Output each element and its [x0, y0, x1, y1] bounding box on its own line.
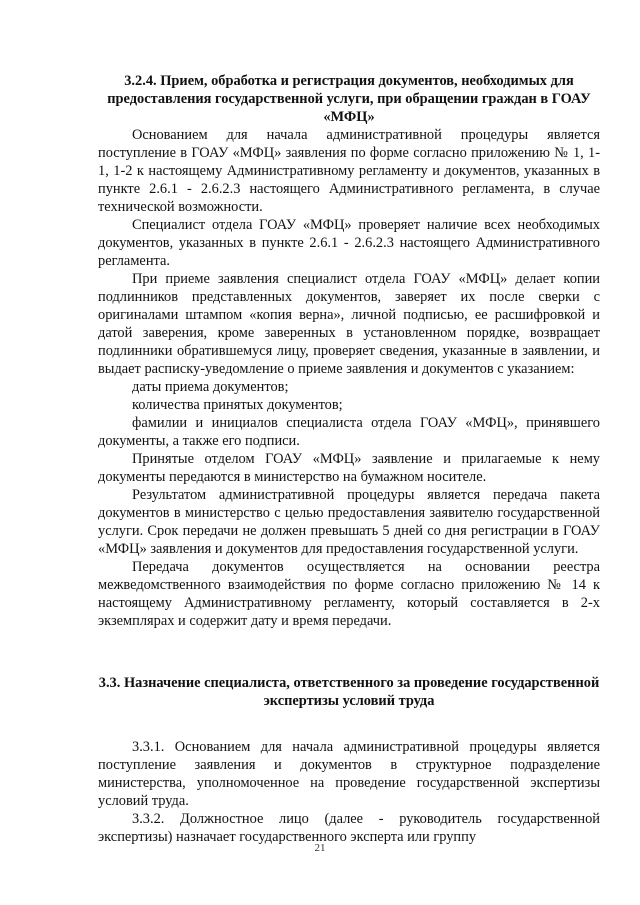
section-324-paragraph-3: При приеме заявления специалист отдела ГОАУ «МФЦ» делает копии подлинников представленных документов, заверяет их после сверки с оригиналами штампом «копия верна», личной подписью, ее расшифровкой и датой заверения, кроме заверенных в установленном порядке, возвращает подлинники обратившемуся лицу, проверяет сведения, указанные в заявлении, и выдает расписку-уведомление о приеме заявления и документов с указанием: — [98, 271, 600, 377]
list-item: количества принятых документов; — [132, 397, 343, 413]
section-324-heading: 3.2.4. Прием, обработка и регистрация документов, необходимых для предоставления государственной услуги, при обращении граждан в ГОАУ «МФЦ» — [107, 73, 591, 125]
page-content — [98, 72, 600, 846]
section-spacer — [98, 710, 600, 738]
section-324-paragraph-4: Принятые отделом ГОАУ «МФЦ» заявление и прилагаемые к нему документы передаются в министерство на бумажном носителе. — [98, 451, 600, 485]
section-spacer — [98, 630, 600, 674]
list-item: фамилии и инициалов специалиста отдела ГОАУ «МФЦ», принявшего документы, а также его подписи. — [98, 415, 600, 449]
section-324-paragraph-1: Основанием для начала административной процедуры является поступление в ГОАУ «МФЦ» заявления по форме согласно приложению № 1, 1-1, 1-2 к настоящему Административному регламенту и документов, указанных в пункте 2.6.1 - 2.6.2.3 настоящего Административного регламента, в случае технической возможности. — [98, 127, 600, 215]
page-number: 21 — [314, 842, 326, 854]
section-33-paragraph-1: 3.3.1. Основанием для начала административной процедуры является поступление заявления и документов в структурное подразделение министерства, уполномоченное на проведение государственной экспертизы условий труда. — [98, 739, 600, 809]
section-324-paragraph-5: Результатом административной процедуры является передача пакета документов в министерство с целью предоставления заявителю государственной услуги. Срок передачи не должен превышать 5 дней со дня регистрации в ГОАУ «МФЦ» заявления и документов для предоставления государственной услуги. — [98, 487, 600, 557]
section-324-paragraph-6: Передача документов осуществляется на основании реестра межведомственного взаимодействия по форме согласно приложению № 14 к настоящему Административному регламенту, который составляется в 2-х экземплярах и содержит дату и время передачи. — [98, 559, 600, 629]
section-324-paragraph-2: Специалист отдела ГОАУ «МФЦ» проверяет наличие всех необходимых документов, указанных в пункте 2.6.1 - 2.6.2.3 настоящего Административного регламента. — [98, 217, 600, 269]
list-item: даты приема документов; — [132, 379, 289, 395]
section-33-paragraph-2: 3.3.2. Должностное лицо (далее - руководитель государственной экспертизы) назначает государственного эксперта или группу — [98, 811, 600, 845]
section-33-heading: 3.3. Назначение специалиста, ответственного за проведение государственной экспертизы условий труда — [98, 675, 600, 709]
